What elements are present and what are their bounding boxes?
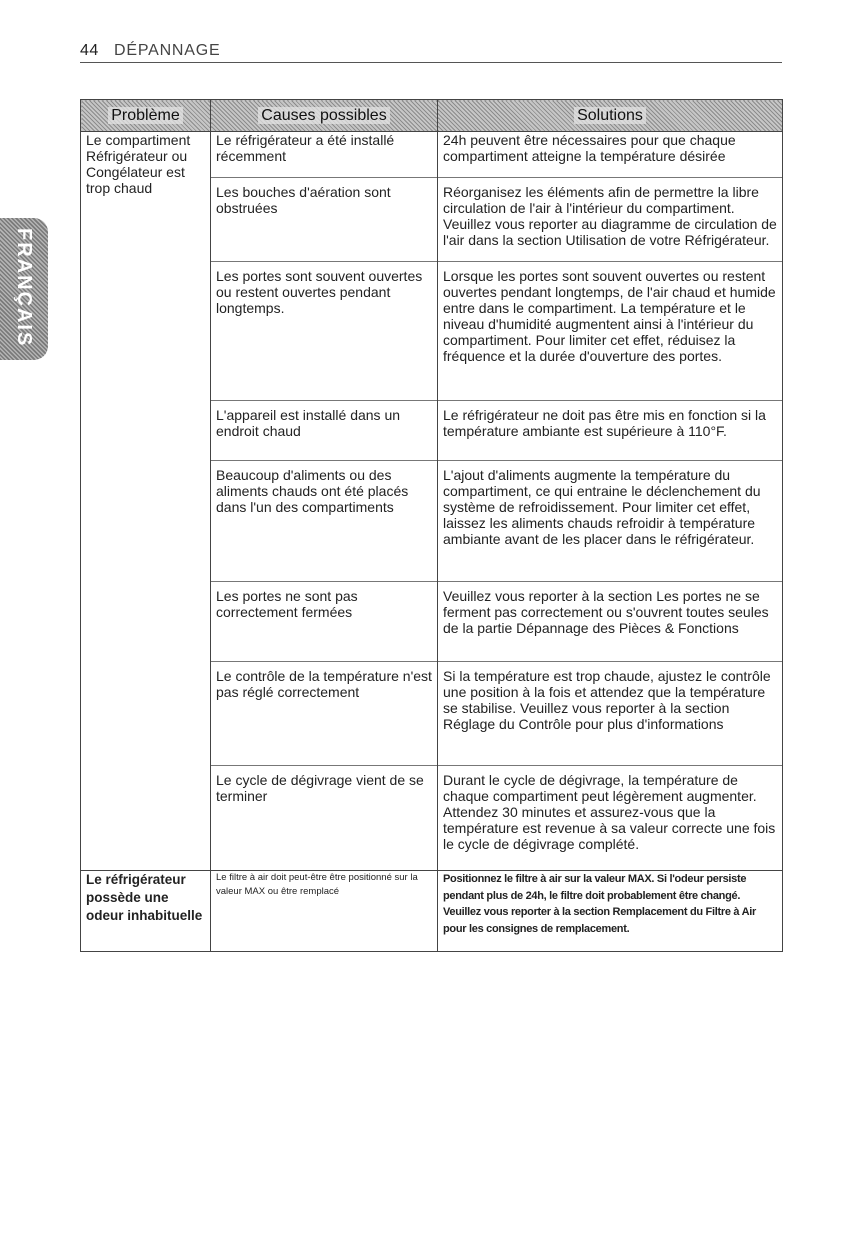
problem-cell: Le compartiment Réfrigérateur ou Congélateur est trop chaud [81,132,211,871]
cause-cell: Le filtre à air doit peut-être être positionné sur la valeur MAX ou être remplacé [211,871,438,952]
section-title: DÉPANNAGE [114,42,221,59]
cause-cell: Les portes sont souvent ouvertes ou restent ouvertes pendant longtemps. [211,262,438,401]
page-header [80,40,782,63]
solution-cell: Le réfrigérateur ne doit pas être mis en fonction si la température ambiante est supérieure à 110°F. [438,401,783,461]
problem-cell: Le réfrigérateur possède une odeur inhabituelle [81,871,211,952]
language-tab [0,218,48,360]
cause-cell: L'appareil est installé dans un endroit chaud [211,401,438,461]
solution-cell: Durant le cycle de dégivrage, la température de chaque compartiment peut légèrement augmenter. Attendez 30 minutes et assurez-vous que la température est revenue à sa valeur correcte une fois le cycle de dégivrage complété. [438,766,783,871]
solution-cell: Lorsque les portes sont souvent ouvertes ou restent ouvertes pendant longtemps, de l'air chaud et humide entre dans le compartiment. La température et le niveau d'humidité augmentent ainsi à l'intérieur du compartiment. Pour limiter cet effet, réduisez la fréquence et la durée d'ouverture des portes. [438,262,783,401]
language-tab-label: FRANÇAIS [13,228,35,348]
cause-cell: Les portes ne sont pas correctement fermées [211,582,438,662]
table-row [81,132,783,178]
solution-cell: Positionnez le filtre à air sur la valeur MAX. Si l'odeur persiste pendant plus de 24h, le filtre doit probablement être changé. Veuillez vous reporter à la section Remplacement du Filtre à Air pour les consignes de remplacement. [438,871,783,952]
cause-cell: Les bouches d'aération sont obstruées [211,178,438,262]
solution-cell: 24h peuvent être nécessaires pour que chaque compartiment atteigne la température désirée [438,132,783,178]
cause-cell: Beaucoup d'aliments ou des aliments chauds ont été placés dans l'un des compartiments [211,461,438,582]
column-header-causes: Causes possibles [211,100,438,132]
solution-cell: L'ajout d'aliments augmente la température du compartiment, ce qui entraine le déclenchement du système de refroidissement. Pour limiter cet effet, laissez les aliments chauds refroidir à température ambiante avant de les placer dans le réfrigérateur. [438,461,783,582]
column-header-problem: Problème [81,100,211,132]
column-header-solutions: Solutions [438,100,783,132]
cause-cell: Le cycle de dégivrage vient de se terminer [211,766,438,871]
troubleshooting-table [80,99,783,952]
page-number: 44 [80,42,99,59]
table-header-row [81,100,783,132]
solution-cell: Si la température est trop chaude, ajustez le contrôle une position à la fois et attendez que la température se stabilise. Veuillez vous reporter à la section Réglage du Contrôle pour plus d'informations [438,662,783,766]
solution-cell: Veuillez vous reporter à la section Les portes ne se ferment pas correctement ou s'ouvrent toutes seules de la partie Dépannage des Pièces & Fonctions [438,582,783,662]
cause-cell: Le réfrigérateur a été installé récemment [211,132,438,178]
cause-cell: Le contrôle de la température n'est pas réglé correctement [211,662,438,766]
solution-cell: Réorganisez les éléments afin de permettre la libre circulation de l'air à l'intérieur du compartiment. Veuillez vous reporter au diagramme de circulation de l'air dans la section Utilisation de votre Réfrigérateur. [438,178,783,262]
table-row [81,871,783,952]
